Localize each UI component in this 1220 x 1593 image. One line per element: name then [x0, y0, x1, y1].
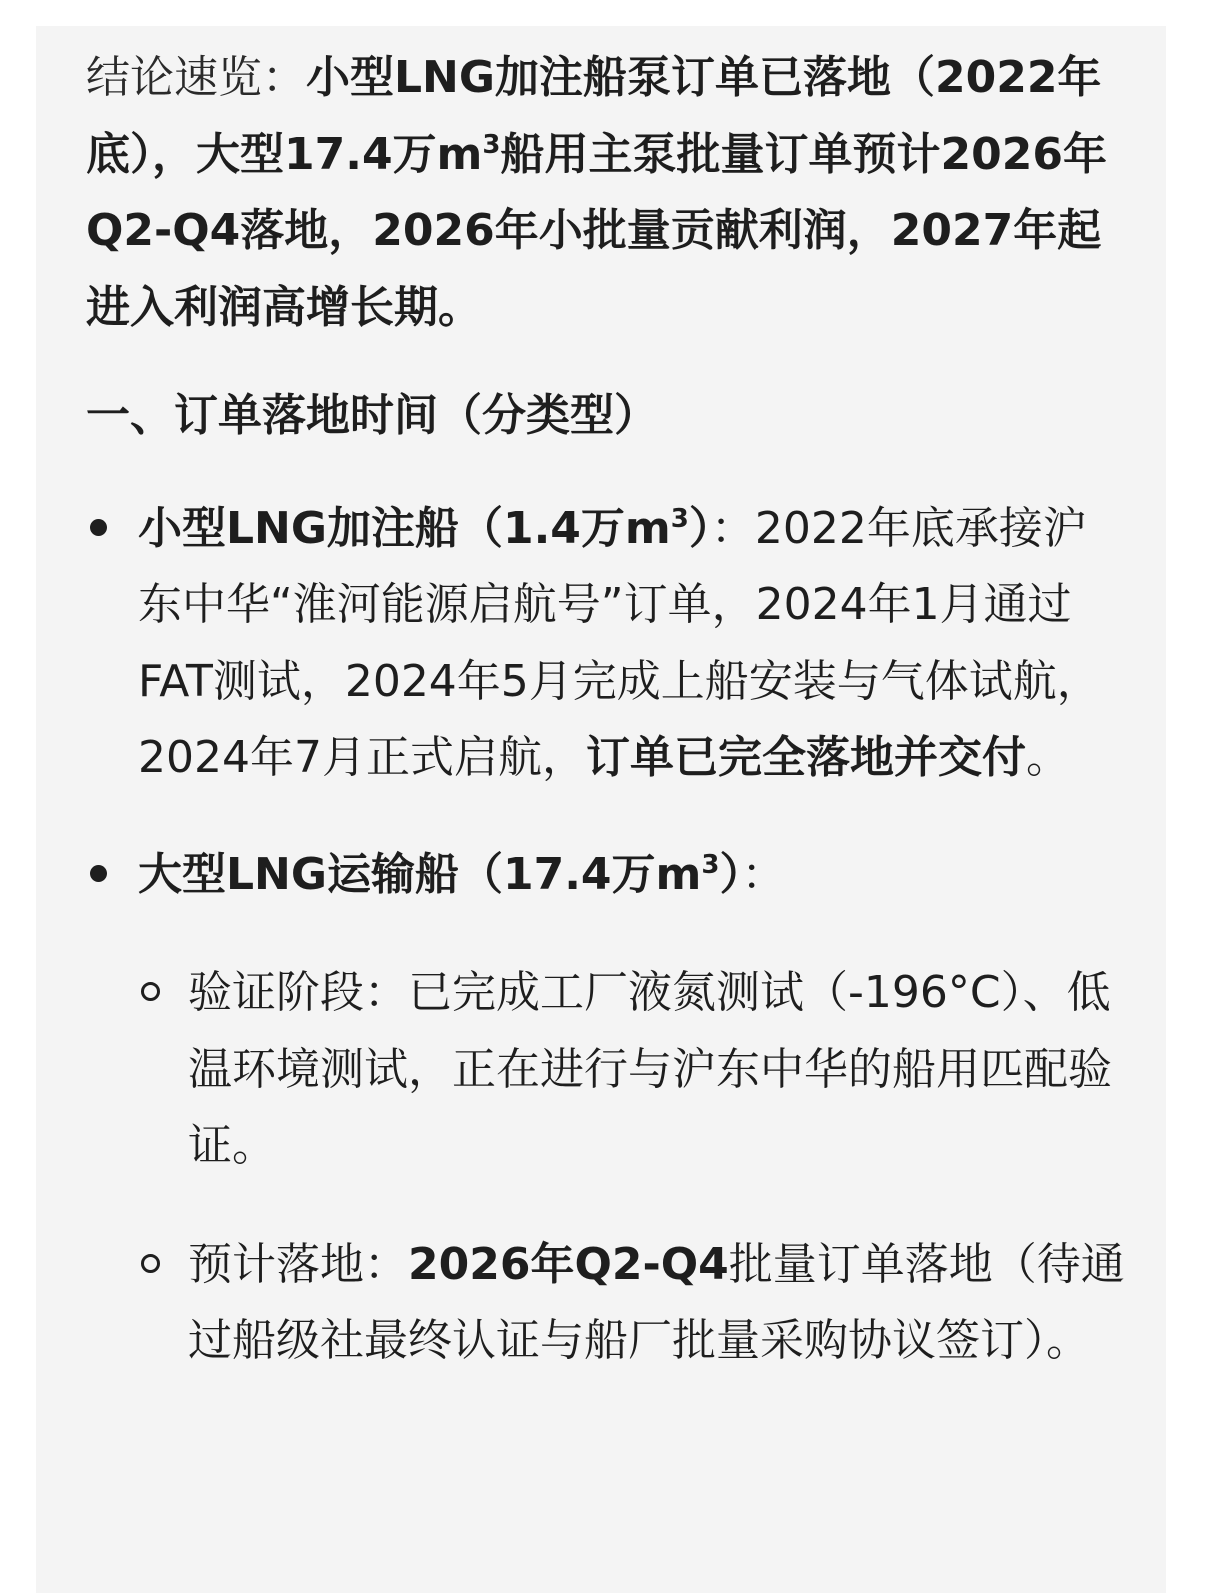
item-end: 。 [1025, 732, 1070, 783]
circle-bullet-icon [141, 1254, 160, 1273]
summary-label: 结论速览： [86, 52, 306, 103]
bullet-icon [90, 519, 107, 536]
item-title: 大型LNG运输船（17.4万$m^3$） [138, 848, 742, 900]
sub-item-text: 批量订单落地（待通过船级社最终认证与船厂批量采购协议签订）。 [188, 1238, 1125, 1366]
sub-item-label: 预计落地： [188, 1238, 408, 1290]
item-colon: ： [710, 502, 755, 554]
sub-item-label: 验证阶段： [188, 967, 408, 1018]
item-title: 小型LNG加注船（1.4万$m^3$） [138, 502, 711, 554]
sub-item-text: 已完成工厂液氮测试（-196°C）、低温环境测试，正在进行与沪东中华的船用匹配验证。 [188, 967, 1112, 1171]
item-colon: ： [741, 848, 786, 900]
sub-item-bold: 2026年Q2-Q4 [408, 1238, 729, 1290]
item-bold-tail: 订单已完全落地并交付 [585, 732, 1026, 783]
list-item-small-lng [86, 491, 1126, 797]
sub-list-item-verification [136, 955, 1126, 1185]
sub-list-item-expected [136, 1227, 1126, 1380]
list-item-large-lng [86, 837, 1126, 914]
bullet-icon [90, 865, 107, 882]
summary-paragraph [86, 40, 1126, 346]
item-text: 2022年底承接沪东中华“淮河能源启航号”订单，2024年1月通过FAT测试，2024年5月完成上船安装与气体试航，2024年7月正式启航， [138, 502, 1101, 783]
section-heading: 一、订单落地时间（分类型） [86, 390, 658, 441]
sub-list [86, 955, 1126, 1380]
circle-bullet-icon [141, 982, 160, 1001]
article-content [86, 40, 1126, 1380]
summary-text: 小型LNG加注船泵订单已落地（2022年底），大型17.4万$m^3$船用主泵批量订单预计2026年Q2-Q4落地，2026年小批量贡献利润，2027年起进入利润高增长期。 [86, 52, 1107, 333]
